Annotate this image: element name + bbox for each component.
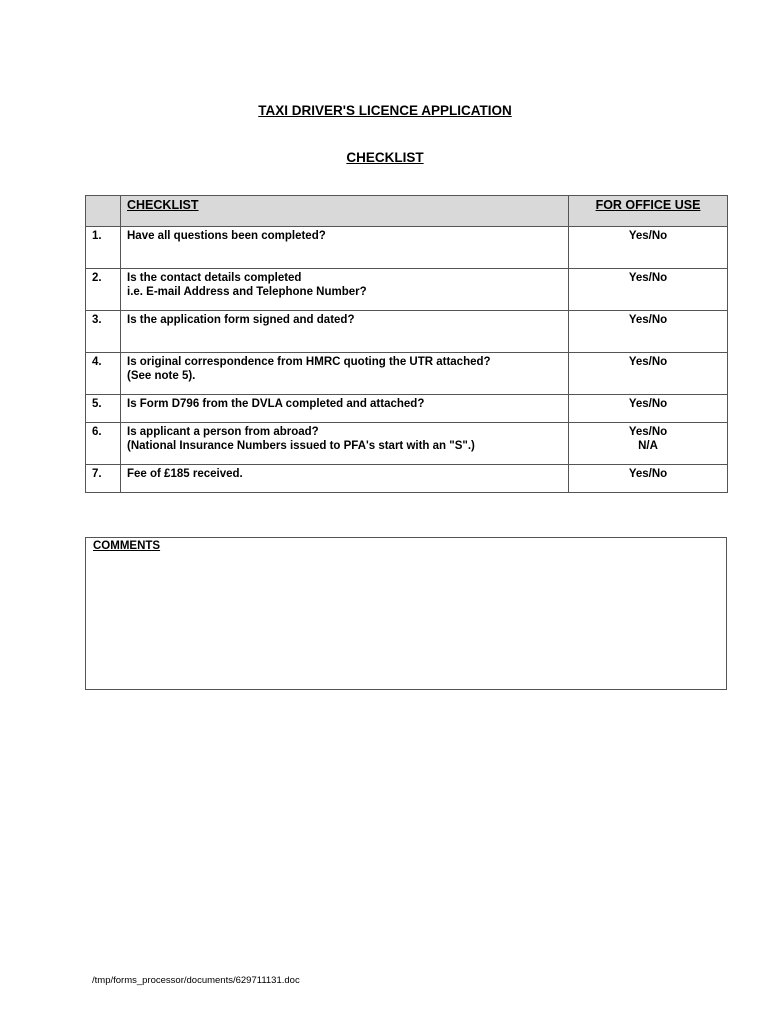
question-text: (See note 5). — [127, 370, 196, 382]
question-text: Fee of £185 received. — [127, 468, 243, 480]
row-number: 4. — [86, 353, 121, 395]
office-option: Yes/No — [628, 398, 668, 410]
checklist-header-row — [86, 196, 728, 227]
row-question — [121, 465, 569, 493]
row-number: 7. — [86, 465, 121, 493]
office-use-cell — [569, 353, 728, 395]
checklist-table — [85, 195, 728, 493]
office-use-cell — [569, 311, 728, 353]
question-text: Is Form D796 from the DVLA completed and attached? — [127, 398, 425, 410]
row-question — [121, 311, 569, 353]
office-option: Yes/No — [628, 230, 668, 242]
question-text: i.e. E-mail Address and Telephone Number? — [127, 286, 367, 298]
table-row — [86, 311, 728, 353]
office-use-cell — [569, 269, 728, 311]
row-number: 6. — [86, 423, 121, 465]
question-text: Have all questions been completed? — [127, 230, 326, 242]
row-question — [121, 395, 569, 423]
office-option: Yes/No — [628, 272, 668, 284]
question-text: Is applicant a person from abroad? — [127, 426, 319, 438]
header-office-cell — [569, 196, 728, 227]
table-row — [86, 395, 728, 423]
table-row — [86, 353, 728, 395]
office-option: Yes/No — [628, 356, 668, 368]
office-option: Yes/No — [628, 468, 668, 480]
office-use-cell — [569, 465, 728, 493]
document-title: TAXI DRIVER'S LICENCE APPLICATION — [258, 103, 512, 118]
footer-file-path: /tmp/forms_processor/documents/629711131.doc — [92, 975, 300, 986]
row-question — [121, 353, 569, 395]
row-number: 1. — [86, 227, 121, 269]
office-use-cell — [569, 423, 728, 465]
row-number: 3. — [86, 311, 121, 353]
comments-box[interactable] — [85, 537, 727, 690]
question-text: Is original correspondence from HMRC quoting the UTR attached? — [127, 356, 491, 368]
office-option: Yes/No — [628, 426, 668, 438]
header-number-cell — [86, 196, 121, 227]
question-text: (National Insurance Numbers issued to PFA's start with an "S".) — [127, 440, 475, 452]
row-question — [121, 227, 569, 269]
office-use-cell — [569, 227, 728, 269]
table-row — [86, 465, 728, 493]
header-checklist-cell — [121, 196, 569, 227]
table-row — [86, 269, 728, 311]
comments-label: COMMENTS — [93, 540, 161, 552]
question-text: Is the contact details completed — [127, 272, 302, 284]
row-number: 5. — [86, 395, 121, 423]
office-use-cell — [569, 395, 728, 423]
row-number: 2. — [86, 269, 121, 311]
question-text: Is the application form signed and dated? — [127, 314, 355, 326]
row-question — [121, 423, 569, 465]
header-office-label: FOR OFFICE USE — [595, 198, 701, 212]
row-question — [121, 269, 569, 311]
header-checklist-label: CHECKLIST — [127, 198, 199, 212]
document-subtitle: CHECKLIST — [346, 150, 424, 165]
office-option: N/A — [638, 440, 658, 452]
office-option: Yes/No — [628, 314, 668, 326]
table-row — [86, 423, 728, 465]
table-row — [86, 227, 728, 269]
